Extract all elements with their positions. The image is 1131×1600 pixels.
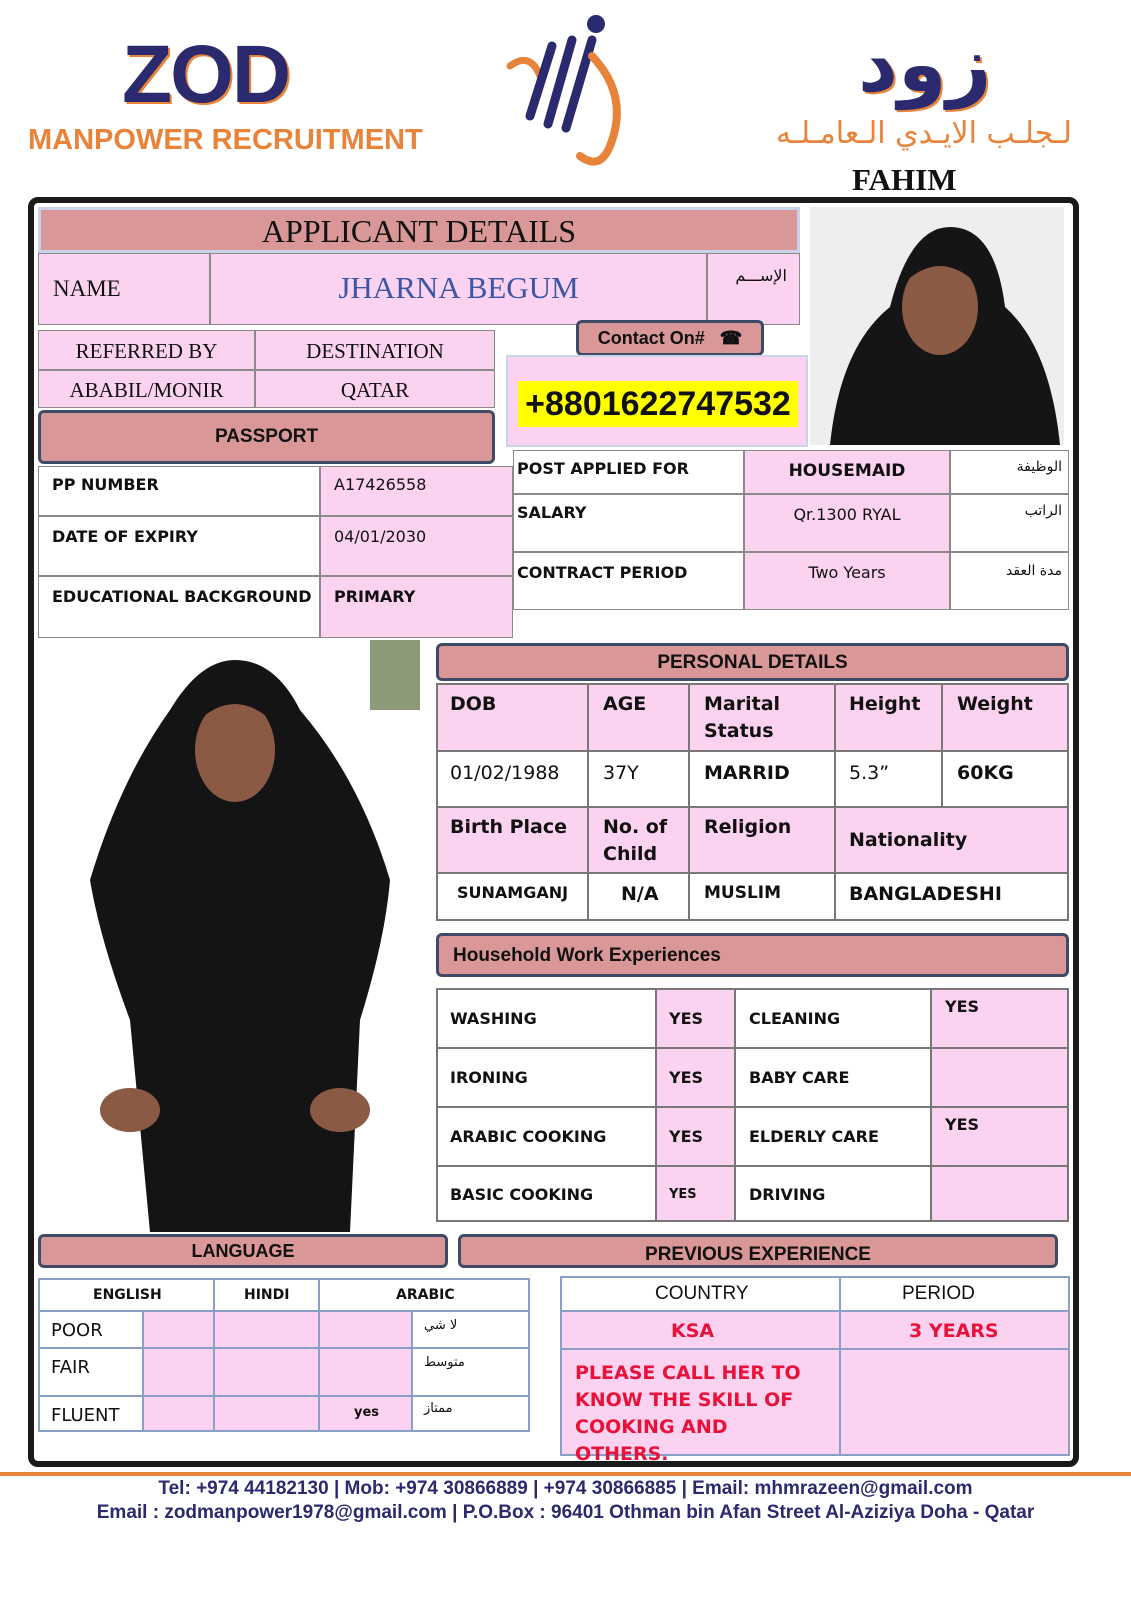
prev-country-value: KSA — [671, 1320, 715, 1342]
expiry-label: DATE OF EXPIRY — [52, 527, 198, 546]
lang-vline-1 — [142, 1312, 144, 1432]
prev-period-label: PERIOD — [902, 1283, 975, 1304]
weight-label: Weight — [957, 693, 1033, 715]
brand-subtitle: MANPOWER RECRUITMENT — [28, 124, 423, 156]
religion-value: MUSLIM — [704, 883, 782, 903]
lang-col-hindi: HINDI — [244, 1287, 290, 1303]
lang-fluent: FLUENT — [51, 1405, 120, 1426]
prev-country-label: COUNTRY — [655, 1283, 749, 1304]
contract-value-cell — [744, 552, 950, 610]
lang-vline-4 — [411, 1312, 413, 1432]
brand-logo-text: ZOD — [122, 29, 290, 120]
personal-vline-1 — [587, 683, 589, 921]
applicant-title-text: APPLICANT DETAILS — [261, 213, 577, 249]
hw-elderly: ELDERLY CARE — [749, 1127, 879, 1146]
logo-figure-icon — [500, 6, 640, 176]
contact-number: +8801622747532 — [518, 381, 798, 427]
hw-driving: DRIVING — [749, 1185, 826, 1204]
footer-line-1: Tel: +974 44182130 | Mob: +974 30866889 | +974 30866885 | Email: mhmrazeen@gmail.com — [158, 1478, 973, 1499]
lang-hline-2 — [38, 1347, 530, 1349]
destination-label-cell — [255, 330, 495, 370]
pp-label-cell — [38, 466, 320, 516]
household-hline-2 — [436, 1106, 1069, 1108]
religion-label: Religion — [704, 816, 792, 838]
prev-vline — [839, 1276, 841, 1456]
name-value-cell — [210, 253, 707, 325]
contract-ar: مدة العقد — [1006, 563, 1062, 579]
marital-value: MARRID — [704, 762, 790, 784]
headshot-photo — [810, 207, 1064, 445]
pp-label: PP NUMBER — [52, 475, 159, 494]
personal-title — [436, 643, 1069, 681]
fullbody-photo — [60, 640, 420, 1232]
personal-vline-2 — [688, 683, 690, 921]
edu-value: PRIMARY — [334, 587, 416, 606]
post-ar-cell — [950, 450, 1069, 494]
lang-poor: POOR — [51, 1320, 103, 1341]
height-label: Height — [849, 693, 921, 715]
hw-washing: WASHING — [450, 1009, 537, 1028]
birth-label: Birth Place — [450, 816, 567, 838]
post-value-cell — [744, 450, 950, 494]
dob-value: 01/02/1988 — [450, 762, 560, 784]
pp-value-cell — [320, 466, 513, 516]
referred-value: ABABIL/MONIR — [69, 378, 224, 402]
personal-vline-3 — [834, 683, 836, 921]
contact-label: Contact On# — [597, 328, 705, 348]
name-label-cell — [38, 253, 210, 325]
name-ar-cell — [707, 253, 800, 325]
edu-value-cell — [320, 576, 513, 638]
salary-label-cell — [513, 494, 744, 552]
child-value: N/A — [621, 883, 659, 905]
personal-title-text: PERSONAL DETAILS — [657, 652, 848, 673]
hw-basic-cooking-val: YES — [669, 1187, 697, 1202]
salary-value: Qr.1300 RYAL — [793, 505, 901, 524]
contact-box — [506, 355, 808, 447]
nationality-value: BANGLADESHI — [849, 883, 1002, 905]
expiry-label-cell — [38, 516, 320, 576]
language-title — [38, 1234, 448, 1268]
marital-label-1: Marital — [704, 693, 781, 715]
hw-ironing: IRONING — [450, 1068, 528, 1087]
personal-hline-1 — [436, 750, 1069, 752]
arabic-brand: زود — [858, 20, 992, 110]
household-title — [436, 933, 1069, 977]
destination-value-cell — [255, 370, 495, 408]
applicant-title — [38, 207, 800, 253]
lang-vline-2 — [213, 1278, 215, 1432]
lang-col-arabic: ARABIC — [396, 1287, 455, 1303]
name-label: NAME — [53, 276, 121, 301]
personal-hline-3 — [436, 872, 1069, 874]
contract-label-cell — [513, 552, 744, 610]
arabic-subtitle: لـجلـب الايـدي الـعامـلـه — [776, 116, 1072, 151]
name-value: JHARNA BEGUM — [338, 270, 579, 305]
footer-line-2: Email : zodmanpower1978@gmail.com | P.O.Box : 96401 Othman bin Afan Street Al-Aziziya Doha - Qatar — [96, 1502, 1035, 1523]
household-hline-1 — [436, 1047, 1069, 1049]
household-vline-2 — [734, 988, 736, 1222]
personal-vline-4 — [941, 683, 943, 807]
weight-value: 60KG — [957, 762, 1014, 784]
nationality-label: Nationality — [849, 829, 968, 851]
prev-hline-2 — [560, 1348, 1070, 1350]
marital-label-2: Status — [704, 720, 774, 742]
child-label-2: Child — [603, 843, 658, 865]
child-label-1: No. of — [603, 816, 668, 838]
post-ar: الوظيفة — [1016, 459, 1062, 475]
contract-label: CONTRACT PERIOD — [517, 563, 688, 582]
lang-poor-ar: لا شي — [424, 1318, 458, 1333]
previous-title-text: PREVIOUS EXPERIENCE — [645, 1244, 871, 1265]
contact-label-box — [576, 320, 764, 356]
pp-value: A17426558 — [334, 475, 427, 494]
prev-period-value: 3 YEARS — [909, 1320, 999, 1342]
lang-fluent-ar: ممتاز — [424, 1401, 453, 1416]
hw-cleaning: CLEANING — [749, 1009, 841, 1028]
lang-hline-3 — [38, 1395, 530, 1397]
hw-washing-val: YES — [669, 1009, 704, 1028]
referred-label-cell — [38, 330, 255, 370]
prev-note: PLEASE CALL HER TO KNOW THE SKILL OF COOKING AND OTHERS. — [575, 1362, 801, 1465]
hw-babycare: BABY CARE — [749, 1068, 850, 1087]
post-label: POST APPLIED FOR — [517, 459, 689, 478]
lang-vline-3 — [318, 1278, 320, 1432]
household-hline-3 — [436, 1165, 1069, 1167]
passport-title-text: PASSPORT — [214, 426, 319, 447]
household-col-4 — [932, 990, 1067, 1220]
post-value: HOUSEMAID — [788, 461, 906, 481]
hw-arabic-cooking: ARABIC COOKING — [450, 1127, 607, 1146]
lang-fair-ar: متوسط — [424, 1355, 465, 1370]
referred-label: REFERRED BY — [75, 339, 218, 363]
salary-ar-cell — [950, 494, 1069, 552]
contract-value: Two Years — [808, 563, 886, 582]
destination-label: DESTINATION — [306, 339, 444, 363]
hw-basic-cooking: BASIC COOKING — [450, 1185, 594, 1204]
hw-elderly-val: YES — [945, 1115, 980, 1134]
personal-hline-2 — [436, 806, 1069, 808]
expiry-value: 04/01/2030 — [334, 527, 427, 546]
hw-arabic-cooking-val: YES — [669, 1127, 704, 1146]
lang-fluent-mark: yes — [354, 1405, 380, 1420]
name-ar-label: الإســـم — [735, 266, 787, 285]
age-label: AGE — [603, 693, 647, 715]
salary-ar: الراتب — [1024, 503, 1062, 519]
age-value: 37Y — [603, 762, 639, 784]
edu-label-cell — [38, 576, 320, 638]
expiry-value-cell — [320, 516, 513, 576]
passport-title — [38, 410, 495, 464]
salary-label: SALARY — [517, 503, 587, 522]
height-value: 5.3” — [849, 762, 890, 784]
salary-value-cell — [744, 494, 950, 552]
language-title-text: LANGUAGE — [191, 1241, 295, 1261]
hw-cleaning-val: YES — [945, 997, 980, 1016]
prev-hline-1 — [560, 1310, 1070, 1312]
household-title-text: Household Work Experiences — [453, 945, 721, 966]
destination-value: QATAR — [340, 378, 410, 402]
lang-col-english: ENGLISH — [93, 1287, 162, 1303]
household-vline-1 — [655, 988, 657, 1222]
household-vline-3 — [930, 988, 932, 1222]
hw-ironing-val: YES — [669, 1068, 704, 1087]
dob-label: DOB — [450, 693, 497, 715]
post-label-cell — [513, 450, 744, 494]
edu-label: EDUCATIONAL BACKGROUND — [52, 587, 312, 606]
referred-value-cell — [38, 370, 255, 408]
previous-title — [458, 1234, 1058, 1268]
birth-value: SUNAMGANJ — [457, 883, 569, 902]
phone-icon: ☎ — [719, 328, 743, 348]
fahim-label: FAHIM — [852, 162, 957, 197]
lang-hline-1 — [38, 1310, 530, 1312]
contract-ar-cell — [950, 552, 1069, 610]
footer-rule — [0, 1472, 1131, 1476]
lang-fair: FAIR — [51, 1357, 90, 1378]
